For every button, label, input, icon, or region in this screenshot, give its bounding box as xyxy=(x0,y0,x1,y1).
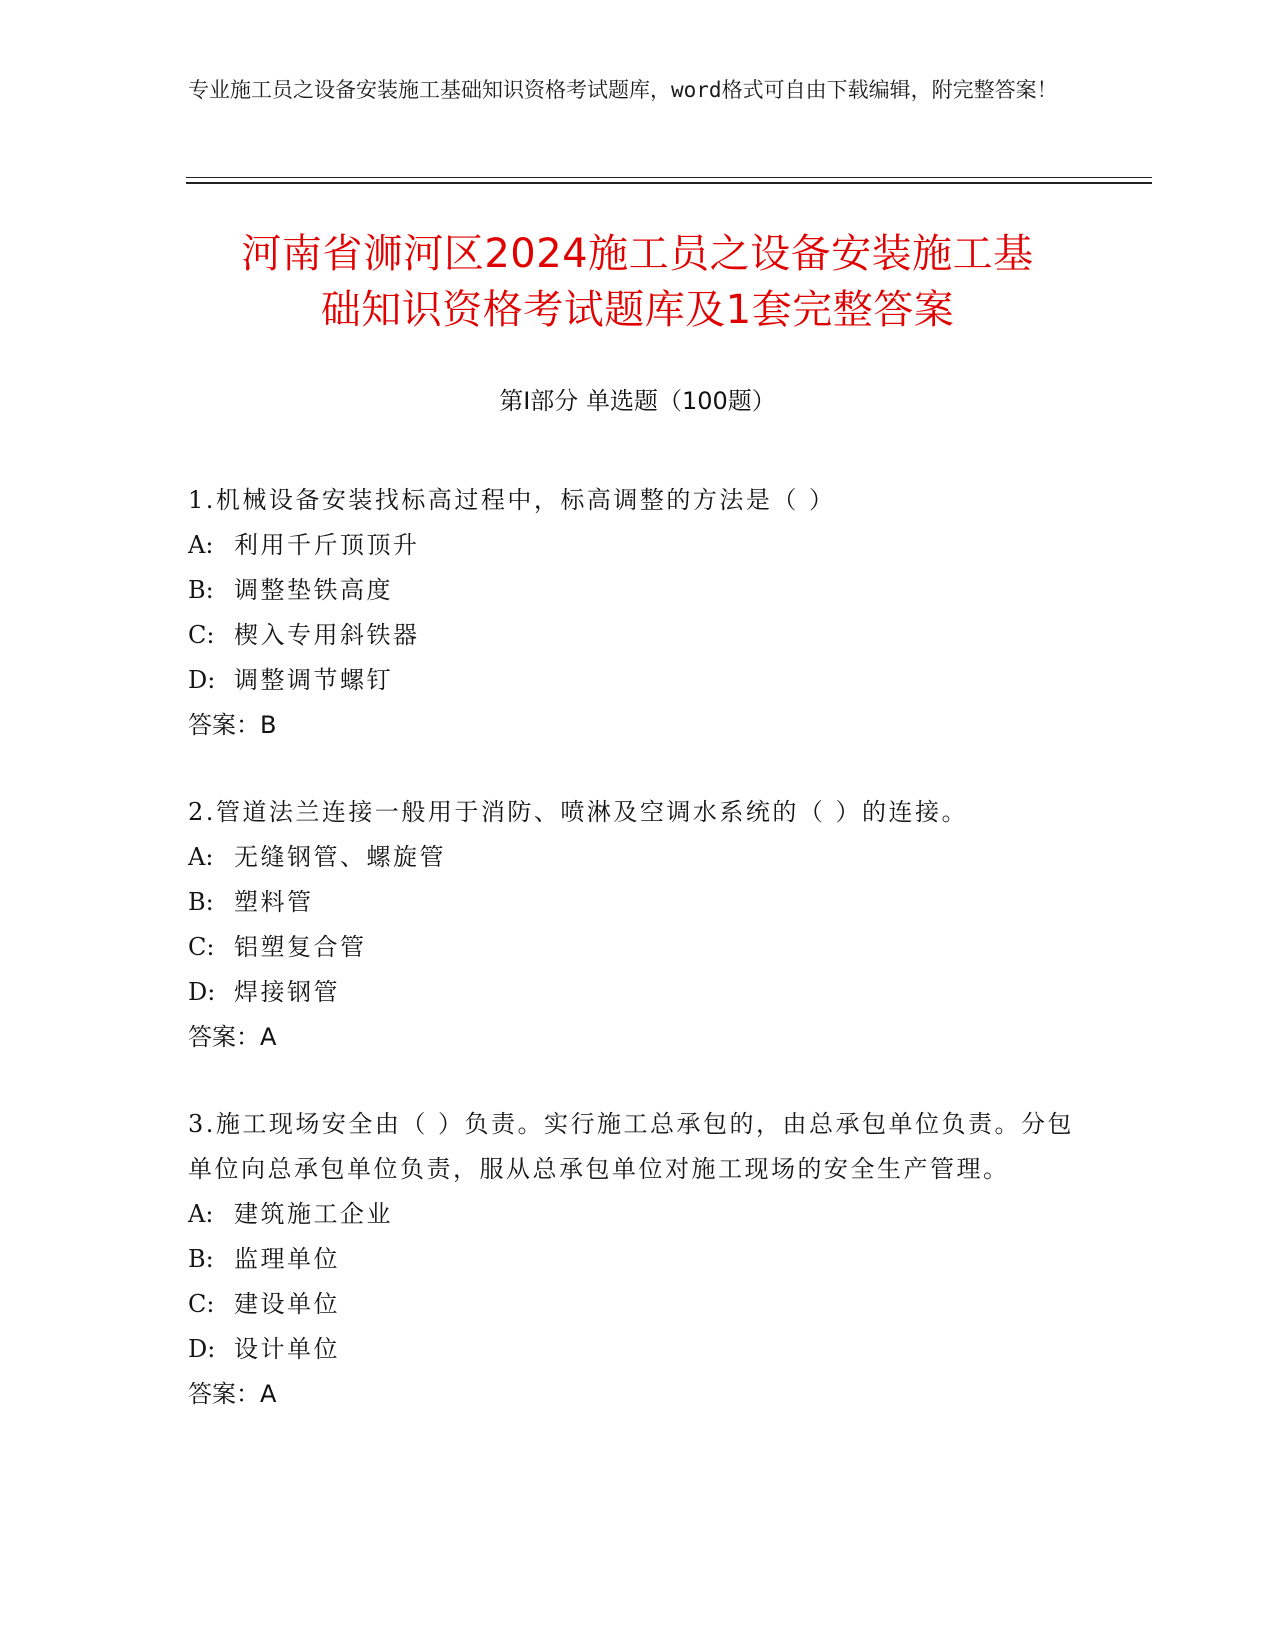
answer: 答案：A xyxy=(188,1380,277,1408)
question-2 xyxy=(188,790,1088,1060)
question-1 xyxy=(188,478,1088,748)
option-text: 铝塑复合管 xyxy=(234,933,367,961)
option-letter: B: xyxy=(188,888,214,916)
option-text: 调整调节螺钉 xyxy=(234,666,393,694)
answer: 答案：B xyxy=(188,711,277,739)
option-c xyxy=(188,925,1088,970)
title-line-2: 础知识资格考试题库及1套完整答案 xyxy=(320,287,955,333)
header-divider-thick xyxy=(186,182,1152,184)
option-letter: B: xyxy=(188,1245,214,1273)
option-c xyxy=(188,613,1088,658)
header-divider-thin xyxy=(186,177,1152,178)
option-text: 利用千斤顶顶升 xyxy=(234,531,420,559)
option-text: 焊接钢管 xyxy=(234,978,340,1006)
question-stem: 3.施工现场安全由（ ）负责。实行施工总承包的，由总承包单位负责。分包单位向总承包单位负责，服从总承包单位对施工现场的安全生产管理。 xyxy=(188,1110,1075,1183)
option-b xyxy=(188,880,1088,925)
document-title xyxy=(160,226,1115,338)
option-b xyxy=(188,1237,1088,1282)
option-b xyxy=(188,568,1088,613)
option-letter: C: xyxy=(188,933,215,961)
option-text: 塑料管 xyxy=(234,888,314,916)
option-text: 建设单位 xyxy=(234,1290,340,1318)
option-a xyxy=(188,835,1088,880)
option-text: 设计单位 xyxy=(234,1335,340,1363)
question-list xyxy=(188,478,1088,1459)
option-letter: A: xyxy=(188,531,214,559)
option-letter: D: xyxy=(188,978,216,1006)
option-letter: D: xyxy=(188,1335,216,1363)
option-letter: D: xyxy=(188,666,216,694)
title-line-1: 河南省浉河区2024施工员之设备安装施工基 xyxy=(241,231,1034,277)
option-text: 建筑施工企业 xyxy=(234,1200,393,1228)
header-note: 专业施工员之设备安装施工基础知识资格考试题库，word格式可自由下载编辑，附完整答案！ xyxy=(188,78,1058,102)
option-letter: C: xyxy=(188,621,215,649)
option-letter: C: xyxy=(188,1290,215,1318)
option-text: 楔入专用斜铁器 xyxy=(234,621,420,649)
question-stem: 2.管道法兰连接一般用于消防、喷淋及空调水系统的（ ）的连接。 xyxy=(188,798,969,826)
question-3 xyxy=(188,1102,1088,1417)
option-text: 无缝钢管、螺旋管 xyxy=(234,843,446,871)
option-letter: B: xyxy=(188,576,214,604)
option-letter: A: xyxy=(188,843,214,871)
option-d xyxy=(188,1327,1088,1372)
option-a xyxy=(188,523,1088,568)
question-stem: 1.机械设备安装找标高过程中，标高调整的方法是（ ） xyxy=(188,486,836,514)
option-a xyxy=(188,1192,1088,1237)
option-d xyxy=(188,970,1088,1015)
section-heading: 第I部分 单选题（100题） xyxy=(499,387,776,415)
answer: 答案：A xyxy=(188,1023,277,1051)
option-text: 监理单位 xyxy=(234,1245,340,1273)
option-c xyxy=(188,1282,1088,1327)
option-text: 调整垫铁高度 xyxy=(234,576,393,604)
option-letter: A: xyxy=(188,1200,214,1228)
option-d xyxy=(188,658,1088,703)
